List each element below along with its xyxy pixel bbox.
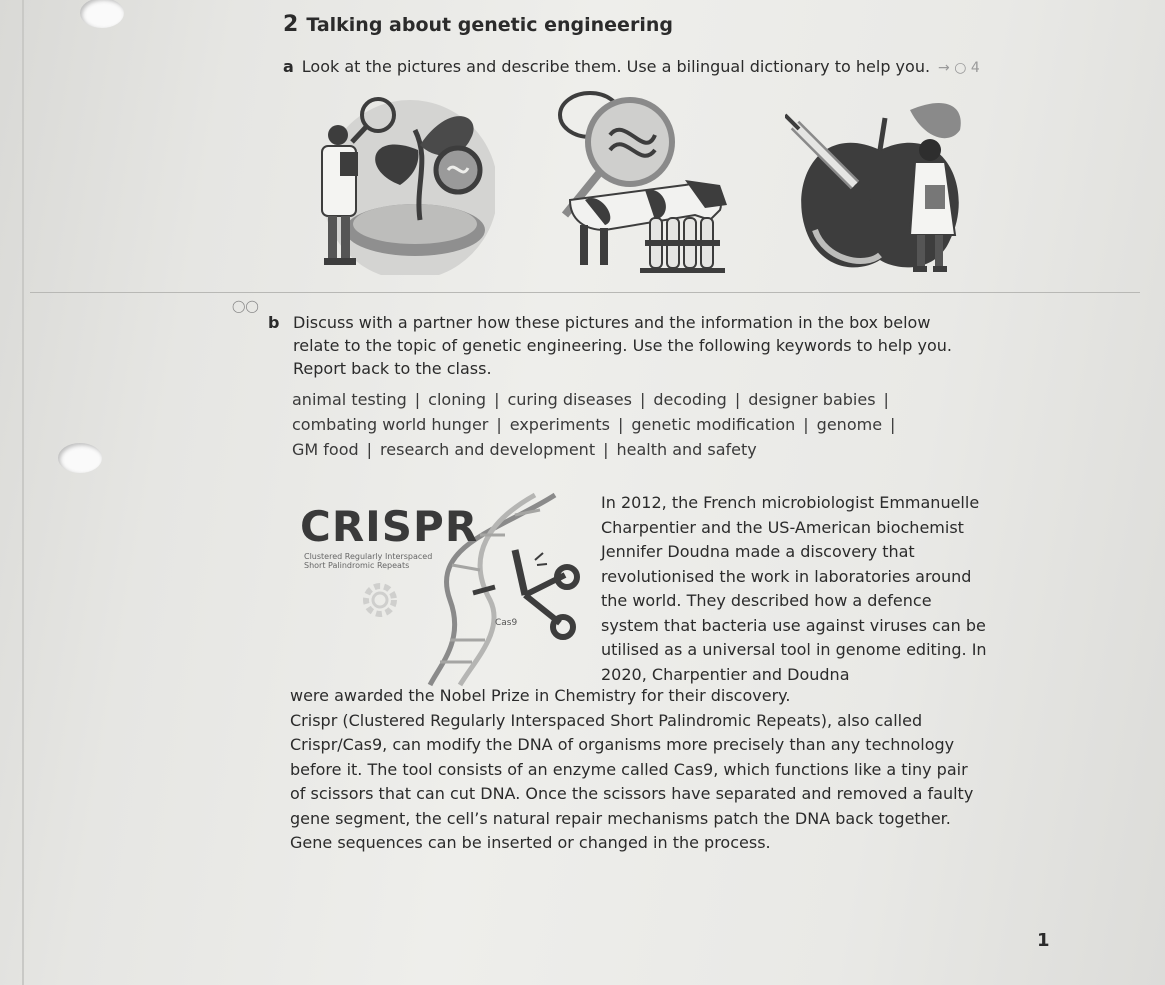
article-wrapped-text <box>601 491 991 687</box>
article-line: of scissors that can cut DNA. Once the scissors have separated and removed a faulty <box>290 784 974 803</box>
keyword: health and safety <box>616 440 757 459</box>
keyword-separator: | <box>496 415 502 434</box>
crispr-subtitle-line: Short Palindromic Repeats <box>304 561 410 570</box>
gear-icon <box>355 575 405 625</box>
keyword: cloning <box>428 390 487 409</box>
article-line: the world. They described how a defence <box>601 591 932 610</box>
article-line: revolutionised the work in laboratories around <box>601 566 972 586</box>
keyword: decoding <box>653 390 727 409</box>
task-b <box>268 311 968 380</box>
keyword: designer babies <box>748 390 876 409</box>
apple-syringe-scientist-illustration <box>785 90 970 275</box>
task-a <box>283 57 980 76</box>
keyword: combating world hunger <box>292 415 489 434</box>
crossref-icon: → ○ 4 <box>938 60 980 76</box>
keyword-separator: | <box>414 390 421 409</box>
keyword: GM food <box>292 440 359 459</box>
keyword: genetic modification <box>631 415 796 434</box>
keyword-separator: | <box>494 390 500 409</box>
section-title: Talking about genetic engineering <box>306 14 673 36</box>
article-line: Jennifer Doudna made a discovery that <box>601 542 915 561</box>
article-line: Gene sequences can be inserted or changed in the process. <box>290 833 771 852</box>
keyword-box <box>292 387 932 462</box>
cas9-label: Cas9 <box>495 618 518 628</box>
crispr-subtitle-line: Clustered Regularly Interspaced <box>304 552 433 561</box>
keyword-separator: | <box>366 440 373 459</box>
article-line: Crispr/Cas9, can modify the DNA of organisms more precisely than any technology <box>290 735 955 754</box>
crispr-title: CRISPR <box>300 502 479 551</box>
article-line: In 2012, the French microbiologist Emmanuelle <box>601 493 980 512</box>
article-line: were awarded the Nobel Prize in Chemistry for their discovery. <box>290 686 791 705</box>
keyword: research and development <box>380 440 596 459</box>
section-heading <box>283 12 673 37</box>
section-number: 2 <box>283 12 299 37</box>
margin-line <box>22 0 24 985</box>
task-b-line: Discuss with a partner how these pictures and the information in the box below <box>293 313 931 332</box>
crispr-graphic <box>300 490 600 690</box>
article-line: gene segment, the cell’s natural repair mechanisms patch the DNA back together. <box>290 808 951 828</box>
task-b-letter: b <box>268 313 280 332</box>
task-a-text: Look at the pictures and describe them. Use a bilingual dictionary to help you. <box>301 57 931 76</box>
article-line: Charpentier and the US-American biochemist <box>601 517 964 537</box>
keyword: genome <box>816 415 883 434</box>
scientist-plant-petri-dish-illustration <box>300 90 495 275</box>
keyword-line <box>292 437 932 462</box>
task-b-line: relate to the topic of genetic engineering. Use the following keywords to help you. <box>293 336 952 355</box>
keyword-separator: | <box>890 415 896 434</box>
punch-hole-top <box>80 0 124 28</box>
section-divider <box>30 292 1140 293</box>
keyword-separator: | <box>618 415 624 434</box>
keyword-separator: | <box>734 390 741 409</box>
cow-dna-test-tubes-illustration <box>545 90 730 275</box>
page-number: 1 <box>1037 930 1050 951</box>
punch-hole-middle <box>58 443 102 473</box>
article-line: Crispr (Clustered Regularly Interspaced Short Palindromic Repeats), also called <box>290 710 923 730</box>
crispr-subtitle <box>304 552 454 570</box>
keyword: curing diseases <box>507 390 632 409</box>
task-a-letter: a <box>283 57 294 76</box>
scissors-icon <box>465 535 585 645</box>
keyword-separator: | <box>603 440 609 459</box>
article-line: utilised as a universal tool in genome editing. In <box>601 640 987 659</box>
article-line: before it. The tool consists of an enzyme called Cas9, which functions like a tiny pair <box>290 759 968 779</box>
article-full-text <box>290 684 990 856</box>
article-line: 2020, Charpentier and Doudna <box>601 664 850 684</box>
keyword-line <box>292 412 932 437</box>
keyword-line <box>292 387 932 412</box>
keyword: experiments <box>509 415 610 434</box>
keyword-separator: | <box>639 390 646 409</box>
task-b-line: Report back to the class. <box>293 359 492 378</box>
article-line: system that bacteria use against viruses can be <box>601 615 986 635</box>
keyword-separator: | <box>883 390 889 409</box>
pair-work-icon: ◯◯ <box>232 299 259 313</box>
keyword-separator: | <box>803 415 809 434</box>
keyword: animal testing <box>292 390 407 409</box>
